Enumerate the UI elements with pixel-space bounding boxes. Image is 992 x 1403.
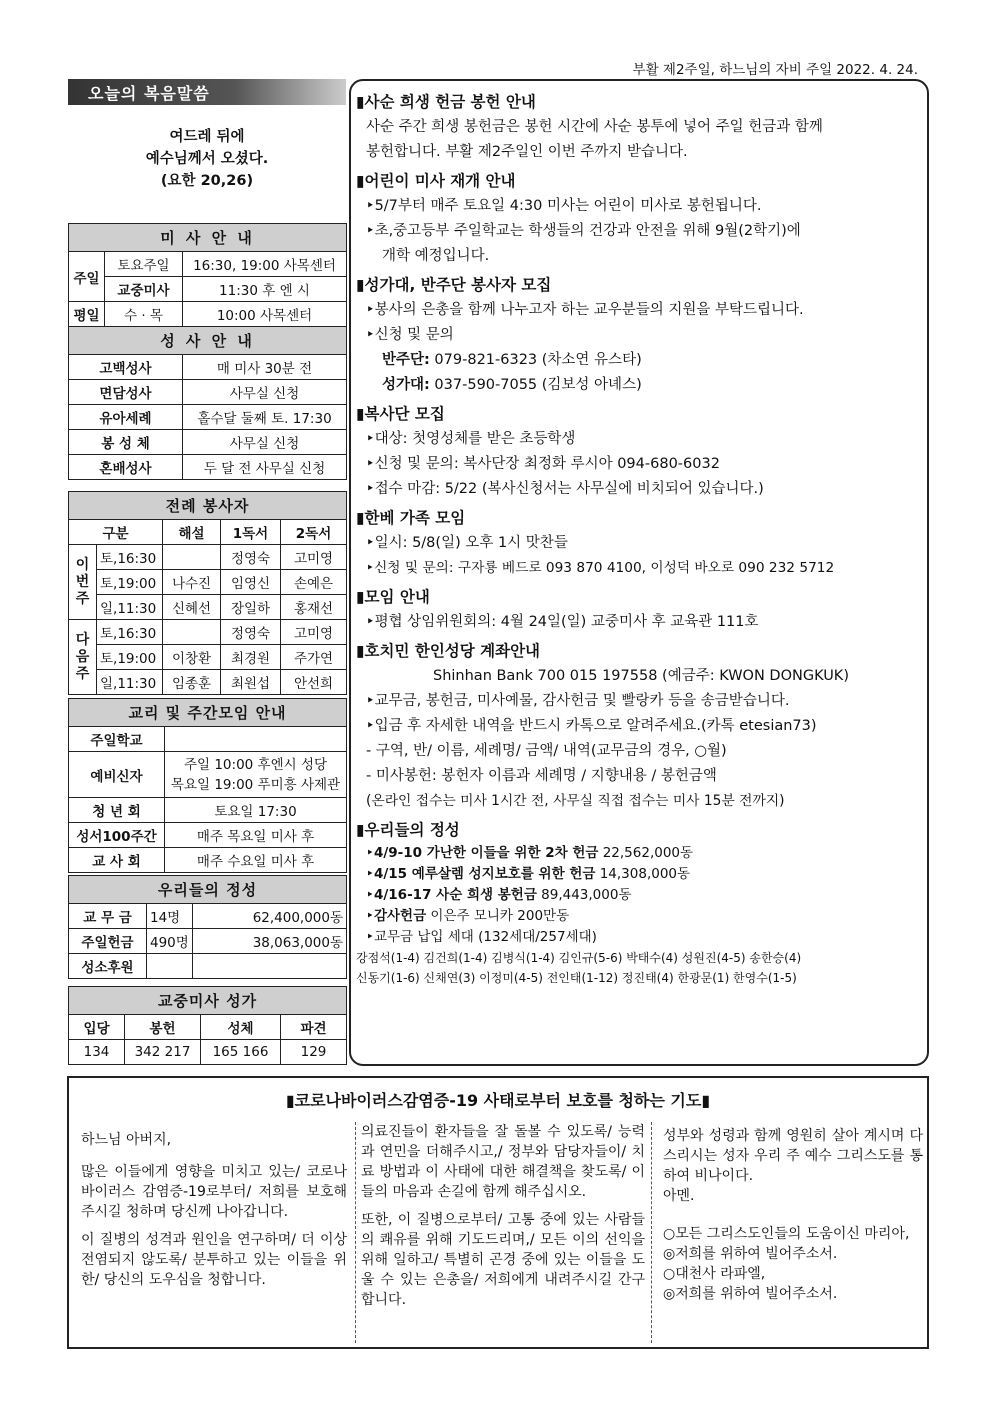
announcement-item: ‣접수 마감: 5/22 (복사신청서는 사무실에 비치되어 있습니다.)	[366, 481, 764, 497]
offering-section-title: 우리들의 정성	[69, 876, 347, 904]
prayer-paragraph: 의료진들이 환자들을 잘 돌볼 수 있도록/ 능력과 연민을 더해주시고,/ 정부와 담당자들이/ 치료 방법과 이 사태에 대한 해결책을 찾도록/ 이들의 마음과 손길에 함께 해주십시오.	[361, 1124, 645, 1200]
announcement-title: ▮사순 희생 헌금 봉헌 안내	[356, 93, 536, 111]
hymn-header: 파견	[281, 1015, 347, 1040]
prayer-amen: 아멘.	[663, 1188, 695, 1204]
liturgy-reader-1: 장일하	[221, 595, 281, 620]
liturgy-time: 토,16:30	[97, 545, 163, 570]
liturgy-reader-2: 홍재선	[281, 595, 347, 620]
liturgy-reader-2: 손예은	[281, 570, 347, 595]
prayer-column-3	[663, 1126, 923, 1304]
hymn-header: 입당	[69, 1015, 125, 1040]
sunday-school-value	[165, 727, 347, 752]
weekday-mass-time: 10:00 사목센터	[183, 302, 347, 327]
sunday-label: 주일	[69, 252, 105, 302]
hymn-value: 129	[281, 1040, 347, 1065]
liturgy-reader-1: 최원섭	[221, 670, 281, 695]
catechumen-label: 예비신자	[69, 752, 165, 798]
sacrament-value: 두 달 전 사무실 신청	[183, 455, 347, 480]
litany-line: ◎저희를 위하여 빌어주소서.	[663, 1246, 838, 1262]
catechism-section-title: 교리 및 주간모임 안내	[69, 699, 347, 727]
gospel-header: 오늘의 복음말씀	[68, 79, 346, 105]
sacrament-label: 면담성사	[69, 380, 183, 405]
bulletin-date: 부활 제2주일, 하느님의 자비 주일 2022. 4. 24.	[632, 62, 918, 78]
litany-line: ◎저희를 위하여 빌어주소서.	[663, 1286, 838, 1302]
prayer-paragraph: 성부와 성령과 함께 영원히 살아 계시며 다스리시는 성자 우리 주 예수 그리스도를 통하여 비나이다.	[663, 1128, 923, 1184]
saturday-mass-time: 16:30, 19:00 사목센터	[183, 252, 347, 277]
sacrament-value: 홀수달 둘째 토. 17:30	[183, 405, 347, 430]
liturgy-time: 토,19:00	[97, 570, 163, 595]
this-week-label: 이번주	[69, 545, 97, 620]
sacrament-label: 혼배성사	[69, 455, 183, 480]
mass-schedule-table	[68, 223, 347, 480]
parish-mass-label: 교중미사	[105, 277, 183, 302]
prayer-paragraph: 또한, 이 질병으로부터/ 고통 중에 있는 사람들의 쾌유를 위해 기도드리며,/ 모든 이의 선익을 위해 일하고/ 특별히 곤경 중에 있는 이들을 도울 수 있는 은총을/ 저희에게 내려주시길 간구합니다.	[361, 1212, 645, 1308]
announcement-item: ‣신청 및 문의: 구자룡 베드로 093 870 4100, 이성덕 바오로 090 232 5712	[366, 560, 835, 576]
announcement-title: ▮우리들의 정성	[356, 821, 460, 839]
deposit-detail: (온라인 접수는 미사 1시간 전, 사무실 직접 접수는 미사 15분 전까지)	[366, 793, 785, 809]
offering-amount: 62,400,000동	[193, 904, 347, 929]
liturgy-time: 토,19:00	[97, 645, 163, 670]
column-divider	[651, 1122, 652, 1343]
gospel-reference: (요한 20,26)	[160, 173, 254, 189]
announcement-text: 사순 주간 희생 봉헌금은 봉헌 시간에 사순 봉투에 넣어 주일 헌금과 함께	[366, 119, 823, 135]
litany-line: ○모든 그리스도인들의 도움이신 마리아,	[663, 1226, 910, 1242]
prayer-paragraph: 이 질병의 성격과 원인을 연구하며/ 더 이상 전염되지 않도록/ 분투하고 있는 이들을 위한/ 당신의 도우심을 청합니다.	[81, 1232, 347, 1288]
deposit-detail: - 미사봉헌: 봉헌자 이름과 세례명 / 지향내용 / 봉헌금액	[366, 768, 717, 784]
liturgy-commentator	[163, 545, 221, 570]
choir-contact: 성가대: 037-590-7055 (김보성 아녜스)	[382, 377, 642, 393]
liturgy-commentator	[163, 620, 221, 645]
offering-item: ‣4/16-17 사순 희생 봉헌금 89,443,000동	[366, 887, 632, 903]
liturgy-header: 2독서	[281, 520, 347, 545]
sunday-school-label: 주일학교	[69, 727, 165, 752]
liturgy-commentator: 신혜선	[163, 595, 221, 620]
announcement-item: ‣입금 후 자세한 내역을 반드시 카톡으로 알려주세요.(카톡 etesian73)	[366, 718, 817, 734]
prayer-column-1	[81, 1126, 347, 1298]
teachers-value: 매주 수요일 미사 후	[165, 848, 347, 873]
announcement-item: ‣대상: 첫영성체를 받은 초등학생	[366, 431, 576, 447]
sacrament-value: 사무실 신청	[183, 430, 347, 455]
tithe-names: 신동기(1-6) 신채연(3) 이정미(4-5) 전인태(1-12) 정진태(4) 한광문(1) 한영수(1-5)	[356, 971, 797, 985]
liturgy-servers-table	[68, 491, 347, 695]
offering-count	[147, 954, 193, 979]
announcement-title: ▮어린이 미사 재개 안내	[356, 172, 516, 190]
offering-count: 490명	[147, 929, 193, 954]
liturgy-reader-1: 정영숙	[221, 545, 281, 570]
offering-table	[68, 875, 347, 979]
liturgy-time: 일,11:30	[97, 670, 163, 695]
parish-mass-time: 11:30 후 엔 시	[183, 277, 347, 302]
offering-amount: 38,063,000동	[193, 929, 347, 954]
announcement-item: ‣일시: 5/8(일) 오후 1시 맛찬들	[366, 535, 568, 551]
hymn-header: 성체	[201, 1015, 281, 1040]
liturgy-header: 구분	[69, 520, 163, 545]
mass-section-title: 미 사 안 내	[69, 224, 347, 252]
announcements	[356, 86, 926, 988]
hymn-value: 134	[69, 1040, 125, 1065]
column-divider	[355, 1122, 356, 1343]
piano-contact: 반주단: 079-821-6323 (차소연 유스타)	[382, 352, 642, 368]
liturgy-reader-2: 고미영	[281, 620, 347, 645]
sacrament-value: 사무실 신청	[183, 380, 347, 405]
bible-study-value: 매주 목요일 미사 후	[165, 823, 347, 848]
liturgy-time: 일,11:30	[97, 595, 163, 620]
announcement-text: 봉헌합니다. 부활 제2주일인 이번 주까지 받습니다.	[366, 144, 688, 160]
catechumen-sunday: 주일 10:00 후엔시 성당	[183, 756, 328, 773]
tithe-names: 강점석(1-4) 김건희(1-4) 김병식(1-4) 김인규(5-6) 박태수(4) 성원진(4-5) 송한승(4)	[356, 951, 802, 965]
liturgy-reader-2: 고미영	[281, 545, 347, 570]
hymn-value: 165 166	[201, 1040, 281, 1065]
announcement-item: ‣초,중고등부 주일학교는 학생들의 건강과 안전을 위해 9월(2학기)에	[366, 223, 801, 239]
hymn-value: 342 217	[125, 1040, 201, 1065]
announcement-item: ‣평협 상임위원회의: 4월 24일(일) 교중미사 후 교육관 111호	[366, 614, 759, 630]
offering-item: ‣4/9-10 가난한 이들을 위한 2차 헌금 22,562,000동	[366, 845, 694, 861]
sacrament-value: 매 미사 30분 전	[183, 355, 347, 380]
gospel-line-2: 예수님께서 오셨다.	[145, 151, 269, 167]
sacrament-label: 유아세례	[69, 405, 183, 430]
announcement-item: ‣봉사의 은총을 함께 나누고자 하는 교우분들의 지원을 부탁드립니다.	[366, 302, 804, 318]
bible-study-label: 성서100주간	[69, 823, 165, 848]
announcement-title: ▮호치민 한인성당 계좌안내	[356, 642, 541, 660]
liturgy-reader-1: 정영숙	[221, 620, 281, 645]
weekday-days: 수 · 목	[105, 302, 183, 327]
gospel-verse	[68, 126, 346, 192]
announcement-item: ‣5/7부터 매주 토요일 4:30 미사는 어린이 미사로 봉헌됩니다.	[366, 198, 762, 214]
prayer-paragraph: 많은 이들에게 영향을 미치고 있는/ 코로나 바이러스 감염증-19로부터/ 저희를 보호해주시길 청하며 당신께 나아갑니다.	[81, 1164, 347, 1220]
liturgy-header: 해설	[163, 520, 221, 545]
liturgy-section-title: 전례 봉사자	[69, 492, 347, 520]
prayer-column-2	[361, 1122, 645, 1318]
liturgy-commentator: 나수진	[163, 570, 221, 595]
liturgy-time: 토,16:30	[97, 620, 163, 645]
mass-hymn-table	[68, 986, 347, 1065]
offering-label: 교 무 금	[69, 904, 147, 929]
offering-item: ‣4/15 예루살렘 성지보호를 위한 헌금 14,308,000동	[366, 866, 691, 882]
liturgy-reader-1: 최경원	[221, 645, 281, 670]
liturgy-reader-1: 임영신	[221, 570, 281, 595]
prayer-paragraph: 하느님 아버지,	[81, 1132, 172, 1148]
youth-value: 토요일 17:30	[165, 798, 347, 823]
sacrament-section-title: 성 사 안 내	[69, 327, 347, 355]
announcement-item: ‣교무금, 봉헌금, 미사예물, 감사헌금 및 빨랑카 등을 송금받습니다.	[366, 693, 790, 709]
next-week-label: 다음주	[69, 620, 97, 695]
announcement-title: ▮복사단 모집	[356, 405, 445, 423]
offering-label: 주일헌금	[69, 929, 147, 954]
litany-line: ○대천사 라파엘,	[663, 1266, 766, 1282]
offering-item: ‣감사헌금 이은주 모니카 200만동	[366, 908, 570, 924]
prayer-title: ▮코로나바이러스감염증-19 사태로부터 보호를 청하는 기도▮	[285, 1091, 711, 1110]
announcement-item: ‣신청 및 문의	[366, 327, 454, 343]
liturgy-reader-2: 안선희	[281, 670, 347, 695]
hymn-section-title: 교중미사 성가	[69, 987, 347, 1015]
teachers-label: 교 사 회	[69, 848, 165, 873]
liturgy-commentator: 임종훈	[163, 670, 221, 695]
offering-item: ‣교무금 납입 세대 (132세대/257세대)	[366, 929, 597, 945]
catechism-table	[68, 698, 347, 873]
offering-label: 성소후원	[69, 954, 147, 979]
saturday-sunday-label: 토요주일	[105, 252, 183, 277]
weekday-label: 평일	[69, 302, 105, 327]
offering-amount	[193, 954, 347, 979]
covid-prayer-box	[67, 1076, 929, 1349]
sacrament-label: 고백성사	[69, 355, 183, 380]
gospel-line-1: 여드레 뒤에	[169, 129, 245, 145]
offering-count: 14명	[147, 904, 193, 929]
liturgy-commentator: 이창환	[163, 645, 221, 670]
liturgy-header: 1독서	[221, 520, 281, 545]
deposit-detail: - 구역, 반/ 이름, 세례명/ 금액/ 내역(교무금의 경우, ○월)	[366, 743, 727, 759]
announcement-title: ▮성가대, 반주단 봉사자 모집	[356, 276, 552, 294]
announcement-item-cont: 개학 예정입니다.	[382, 248, 490, 264]
sacrament-label: 봉 성 체	[69, 430, 183, 455]
catechumen-thursday: 목요일 19:00 푸미흥 사제관	[170, 776, 341, 793]
bank-account: Shinhan Bank 700 015 197558 (예금주: KWON DONGKUK)	[433, 668, 849, 684]
announcement-title: ▮한베 가족 모임	[356, 509, 466, 527]
youth-label: 청 년 회	[69, 798, 165, 823]
announcement-title: ▮모임 안내	[356, 588, 430, 606]
liturgy-reader-2: 주가연	[281, 645, 347, 670]
announcement-item: ‣신청 및 문의: 복사단장 최정화 루시아 094-680-6032	[366, 456, 720, 472]
hymn-header: 봉헌	[125, 1015, 201, 1040]
